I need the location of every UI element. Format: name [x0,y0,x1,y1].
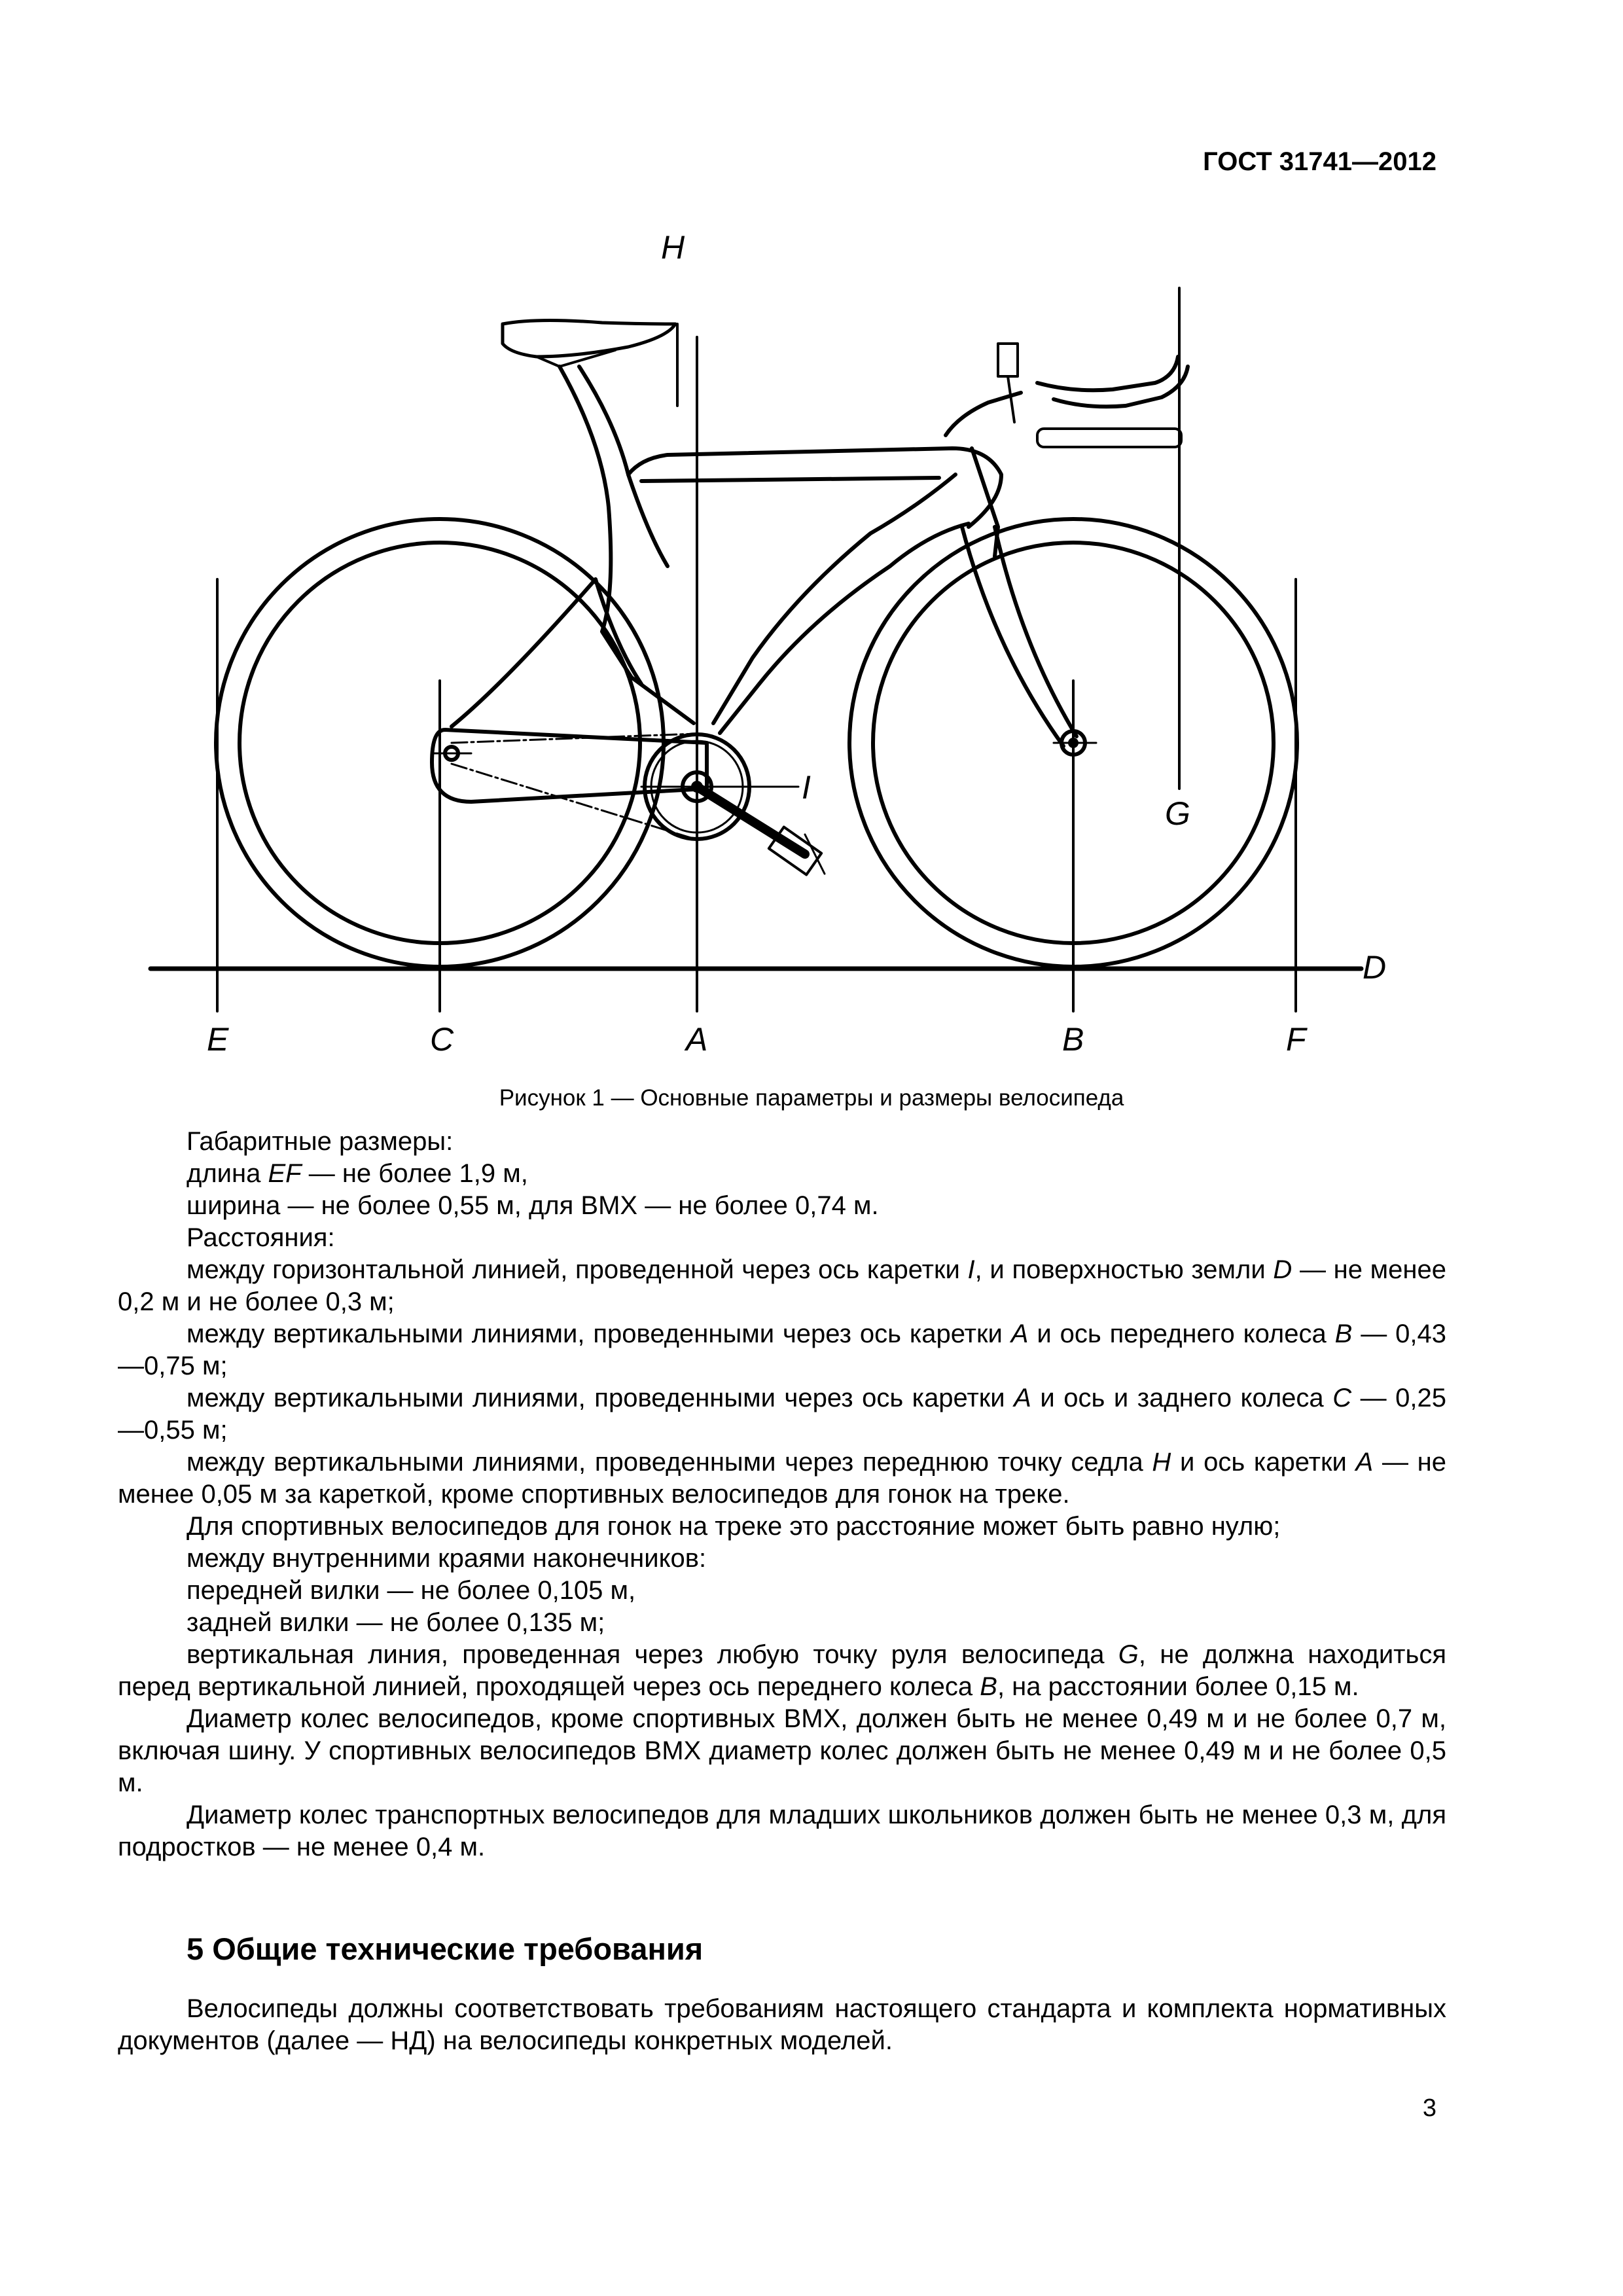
crank-arm [697,787,805,854]
label-a: A [686,1021,708,1058]
bicycle-diagram [144,226,1387,1070]
saddle [503,320,675,357]
saddle-rails [537,350,615,367]
label-e: E [207,1021,229,1058]
line-dimensions: Габаритные размеры: [187,1127,454,1156]
line-crank-height: между горизонтальной линией, проведенной через ось каретки I, и поверхностью земли D — не менее 0,2 м и не более 0,3 м; [118,1255,1446,1316]
line-wheel-diameter: Диаметр колес велосипедов, кроме спортивных ВМХ, должен быть не менее 0,49 м и не более 0,7 м, включая шину. У спортивных велосипедов ВМХ диаметр колес должен быть не менее 0,49 м и не более 0,5 м. [118,1704,1446,1797]
label-b: B [1062,1021,1084,1058]
page-number: 3 [1422,2094,1436,2122]
top-tube [628,448,1001,527]
seat-tube-back [579,367,668,566]
bar-drop [1008,376,1014,422]
handlebar-extension [1037,357,1178,390]
line-handlebar: вертикальная линия, проведенная через любую точку руля велосипеда G, не должна находиться перед вертикальной линией, проходящей через ось переднего колеса В, на расстоянии более 0,15 м. [118,1640,1447,1701]
figure-caption: Рисунок 1 — Основные параметры и размеры велосипеда [499,1085,1124,1111]
label-g: G [1165,795,1190,832]
section-text: Велосипеды должны соответствовать требованиям настоящего стандарта и комплекта нормативных документов (далее — НД) на велосипеды конкретных моделей. [118,1994,1446,2055]
line-crank-rear: между вертикальными линиями, проведенными через ось каретки А и ось и заднего колеса С — 0,25—0,55 м; [118,1384,1446,1444]
bicycle-figure [144,226,1387,1070]
line-track-bikes: Для спортивных велосипедов для гонок на треке это расстояние может быть равно нулю; [187,1512,1281,1541]
line-crank-front: между вертикальными линиями, проведенными через ось каретки А и ось переднего колеса В — 0,43—0,75 м; [118,1319,1447,1380]
chainstay [432,730,707,802]
label-c: C [430,1021,454,1058]
shifter [998,344,1018,376]
line-width: ширина — не более 0,55 м, для ВМХ — не более 0,74 м. [187,1191,879,1220]
label-h: H [661,229,685,266]
line-rear-fork: задней вилки — не более 0,135 м; [187,1608,605,1637]
standard-code: ГОСТ 31741—2012 [1203,147,1436,176]
label-f: F [1286,1021,1306,1058]
line-distances: Расстояния: [187,1223,335,1252]
seat-tube [560,367,694,723]
fork [962,527,1077,746]
body-text [118,1126,1446,1863]
line-dropouts: между внутренними краями наконечников: [187,1544,707,1573]
line-length: длина EF — не более 1,9 м, [187,1159,528,1188]
stem [946,393,1021,435]
line-front-fork: передней вилки — не более 0,105 м, [187,1576,636,1605]
line-wheel-children: Диаметр колес транспортных велосипедов для младших школьников должен быть не менее 0,3 м, для подростков — не менее 0,4 м. [118,1801,1446,1861]
line-saddle-crank: между вертикальными линиями, проведенными через переднюю точку седла Н и ось каретки А — не менее 0,05 м за кареткой, кроме спортивных велосипедов для гонок на треке. [118,1448,1446,1509]
section-heading: 5 Общие технические требования [187,1931,704,1966]
label-i: I [802,769,811,806]
aerobar-pad [1037,429,1181,447]
down-tube [713,475,955,723]
label-d: D [1363,949,1387,986]
top-tube-lower [641,478,939,481]
